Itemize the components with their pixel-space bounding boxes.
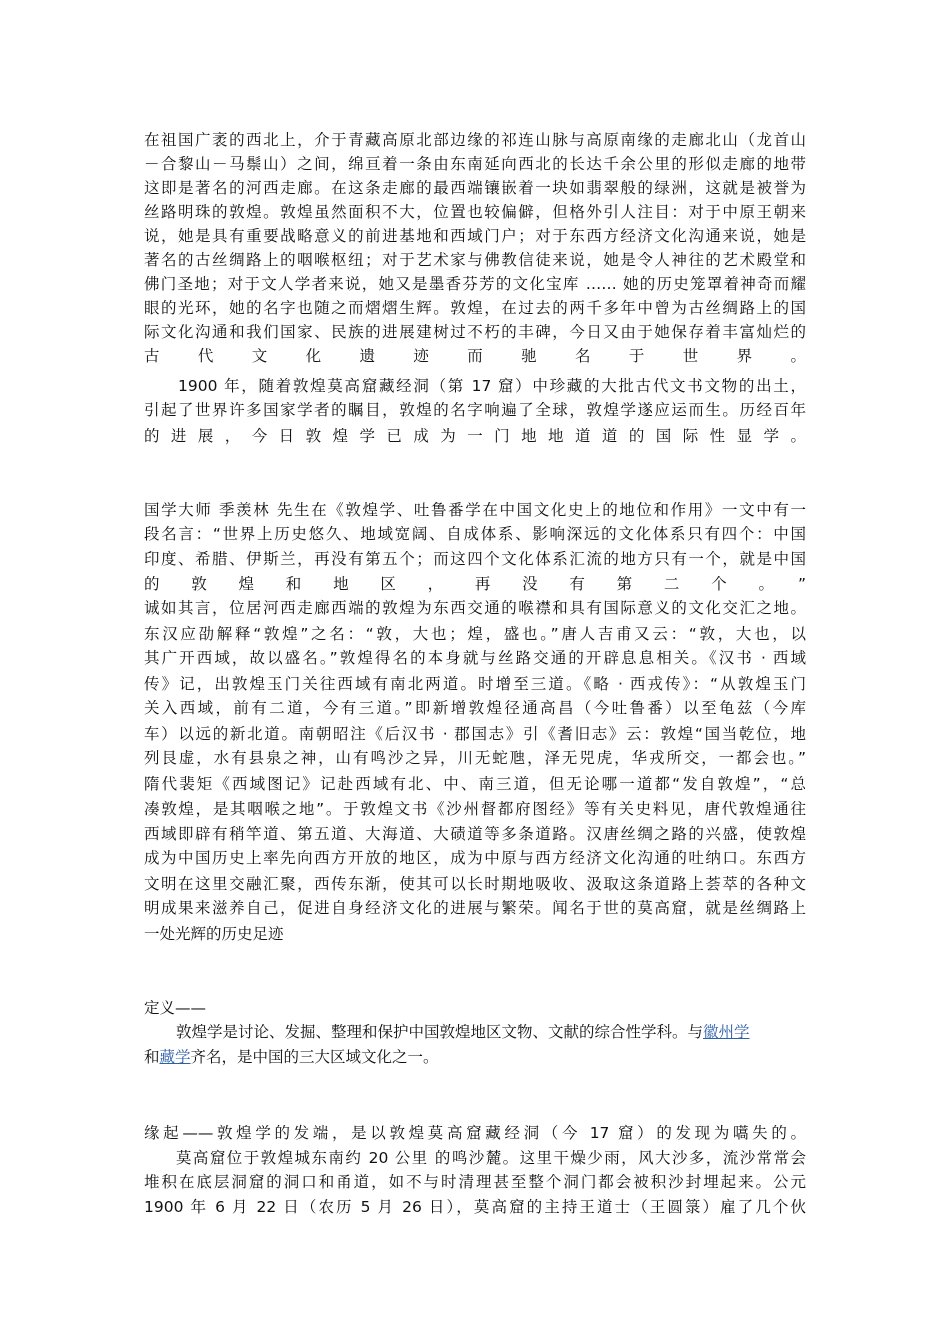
- quote-line-8: 传》记，出敦煌玉门关往西域有南北两道。时增至三道。《略 · 西戎传》：“从敦煌玉门: [144, 675, 806, 693]
- quote-line-4: 的敦煌和地区，再没有第二个。”: [144, 575, 806, 593]
- intro-line-11: 1900 年，随着敦煌莫高窟藏经洞（第 17 窟）中珍藏的大批古代文书文物的出土，: [178, 377, 806, 395]
- intro-line-8: 眼的光环，她的名字也随之而熠熠生辉。敦煌，在过去的两千多年中曾为古丝绸路上的国: [144, 299, 806, 317]
- intro-line-9: 际文化沟通和我们国家、民族的进展建树过不朽的丰碑，今日又由于她保存着丰富灿烂的: [144, 323, 806, 341]
- quote-line-3: 印度、希腊、伊斯兰，再没有第五个；而这四个文化体系汇流的地方只有一个，就是中国: [144, 550, 806, 568]
- intro-line-6: 著名的古丝绸路上的咽喉枢纽；对于艺术家与佛教信徒来说，她是令人神往的艺术殿堂和: [144, 251, 806, 269]
- quote-line-17: 明成果来滋养自己，促进自身经济文化的进展与繁荣。闻名于世的莫高窟，就是丝绸路上: [144, 899, 806, 917]
- quote-line-18: 一处光辉的历史足迹: [144, 925, 284, 943]
- origin-line-1: 缘起——敦煌学的发端，是以敦煌莫高窟藏经洞（今 17 窟）的发现为嚆失的。: [144, 1124, 806, 1142]
- definition-text-3: 齐名，是中国的三大区域文化之一。: [190, 1048, 439, 1066]
- quote-line-6: 东汉应劭解释“敦煌”之名：“敦，大也；煌，盛也。”唐人吉甫又云：“敦，大也，以: [144, 625, 806, 643]
- intro-line-12: 引起了世界许多国家学者的瞩目，敦煌的名字响遍了全球，敦煌学遂应运而生。历经百年: [144, 401, 806, 419]
- definition-heading: 定义——: [144, 999, 207, 1017]
- intro-line-7: 佛门圣地；对于文人学者来说，她又是墨香芬芳的文化宝库 …… 她的历史笼罩着神奇而耀: [144, 275, 806, 293]
- definition-text-1: 敦煌学是讨论、发掘、整理和保护中国敦煌地区文物、文献的综合性学科。与: [176, 1023, 704, 1041]
- quote-line-5: 诚如其言，位居河西走廊西端的敦煌为东西交通的喉襟和具有国际意义的文化交汇之地。: [144, 599, 806, 617]
- intro-line-3: 这即是著名的河西走廊。在这条走廊的最西端镶嵌着一块如翡翠般的绿洲，这就是被誉为: [144, 179, 806, 197]
- quote-line-13: 凑敦煌，是其咽喉之地”。于敦煌文书《沙州督都府图经》等有关史料见，唐代敦煌通往: [144, 800, 806, 818]
- intro-line-1: 在祖国广袤的西北上，介于青藏高原北部边缘的祁连山脉与高原南缘的走廊北山（龙首山: [144, 131, 806, 149]
- intro-line-4: 丝路明珠的敦煌。敦煌虽然面积不大，位置也较偏僻，但格外引人注目：对于中原王朝来: [144, 203, 806, 221]
- definition-line-1: [176, 1020, 806, 1044]
- huizhou-studies-link[interactable]: 徽州学: [703, 1023, 750, 1041]
- intro-line-2: －合黎山－马鬃山）之间，绵亘着一条由东南延向西北的长达千余公里的形似走廊的地带: [144, 155, 806, 173]
- intro-line-10: 古代文化遗迹而驰名于世界。: [144, 347, 806, 365]
- tibetan-studies-link[interactable]: 藏学: [159, 1048, 191, 1066]
- quote-line-9: 关入西域，前有二道，今有三道。”即新增敦煌径通高昌（今吐鲁番）以至龟兹（今库: [144, 699, 806, 717]
- definition-line-2: [144, 1045, 806, 1069]
- quote-line-15: 成为中国历史上率先向西方开放的地区，成为中原与西方经济文化沟通的吐纳口。东西方: [144, 849, 806, 867]
- quote-line-12: 隋代裴矩《西域图记》记赴西域有北、中、南三道，但无论哪一道都“发自敦煌”，“总: [144, 775, 806, 793]
- quote-line-11: 列艮虚，水有县泉之神，山有鸣沙之异，川无蛇虺，泽无兕虎，华戎所交，一都会也。”: [144, 749, 806, 767]
- origin-line-3: 堆积在底层洞窟的洞口和甬道，如不与时清理甚至整个洞门都会被积沙封埋起来。公元: [144, 1173, 806, 1191]
- definition-text-2: 和: [144, 1048, 160, 1066]
- quote-line-10: 车）以远的新北道。南朝昭注《后汉书 · 郡国志》引《耆旧志》云：敦煌“国当乾位，地: [144, 725, 806, 743]
- quote-line-1: 国学大师 季羡林 先生在《敦煌学、吐鲁番学在中国文化史上的地位和作用》一文中有一: [144, 501, 806, 519]
- intro-line-13: 的进展，今日敦煌学已成为一门地地道道的国际性显学。: [144, 427, 806, 445]
- intro-line-5: 说，她是具有重要战略意义的前进基地和西域门户；对于东西方经济文化沟通来说，她是: [144, 227, 806, 245]
- quote-line-14: 西域即辟有稍竿道、第五道、大海道、大碛道等多条道路。汉唐丝绸之路的兴盛，使敦煌: [144, 825, 806, 843]
- origin-line-4: 1900 年 6 月 22 日（农历 5 月 26 日），莫高窟的主持王道士（王圆箓）雇了几个伙: [144, 1198, 806, 1216]
- quote-line-7: 其广开西域，故以盛名。”敦煌得名的本身就与丝路交通的开辟息息相关。《汉书 · 西域: [144, 649, 806, 667]
- origin-line-2: 莫高窟位于敦煌城东南约 20 公里 的鸣沙麓。这里干燥少雨，风大沙多，流沙常常会: [176, 1149, 806, 1167]
- quote-line-2: 段名言：“世界上历史悠久、地域宽阔、自成体系、影响深远的文化体系只有四个：中国: [144, 525, 806, 543]
- quote-line-16: 文明在这里交融汇聚，西传东渐，使其可以长时期地吸收、汲取这条道路上荟萃的各种文: [144, 875, 806, 893]
